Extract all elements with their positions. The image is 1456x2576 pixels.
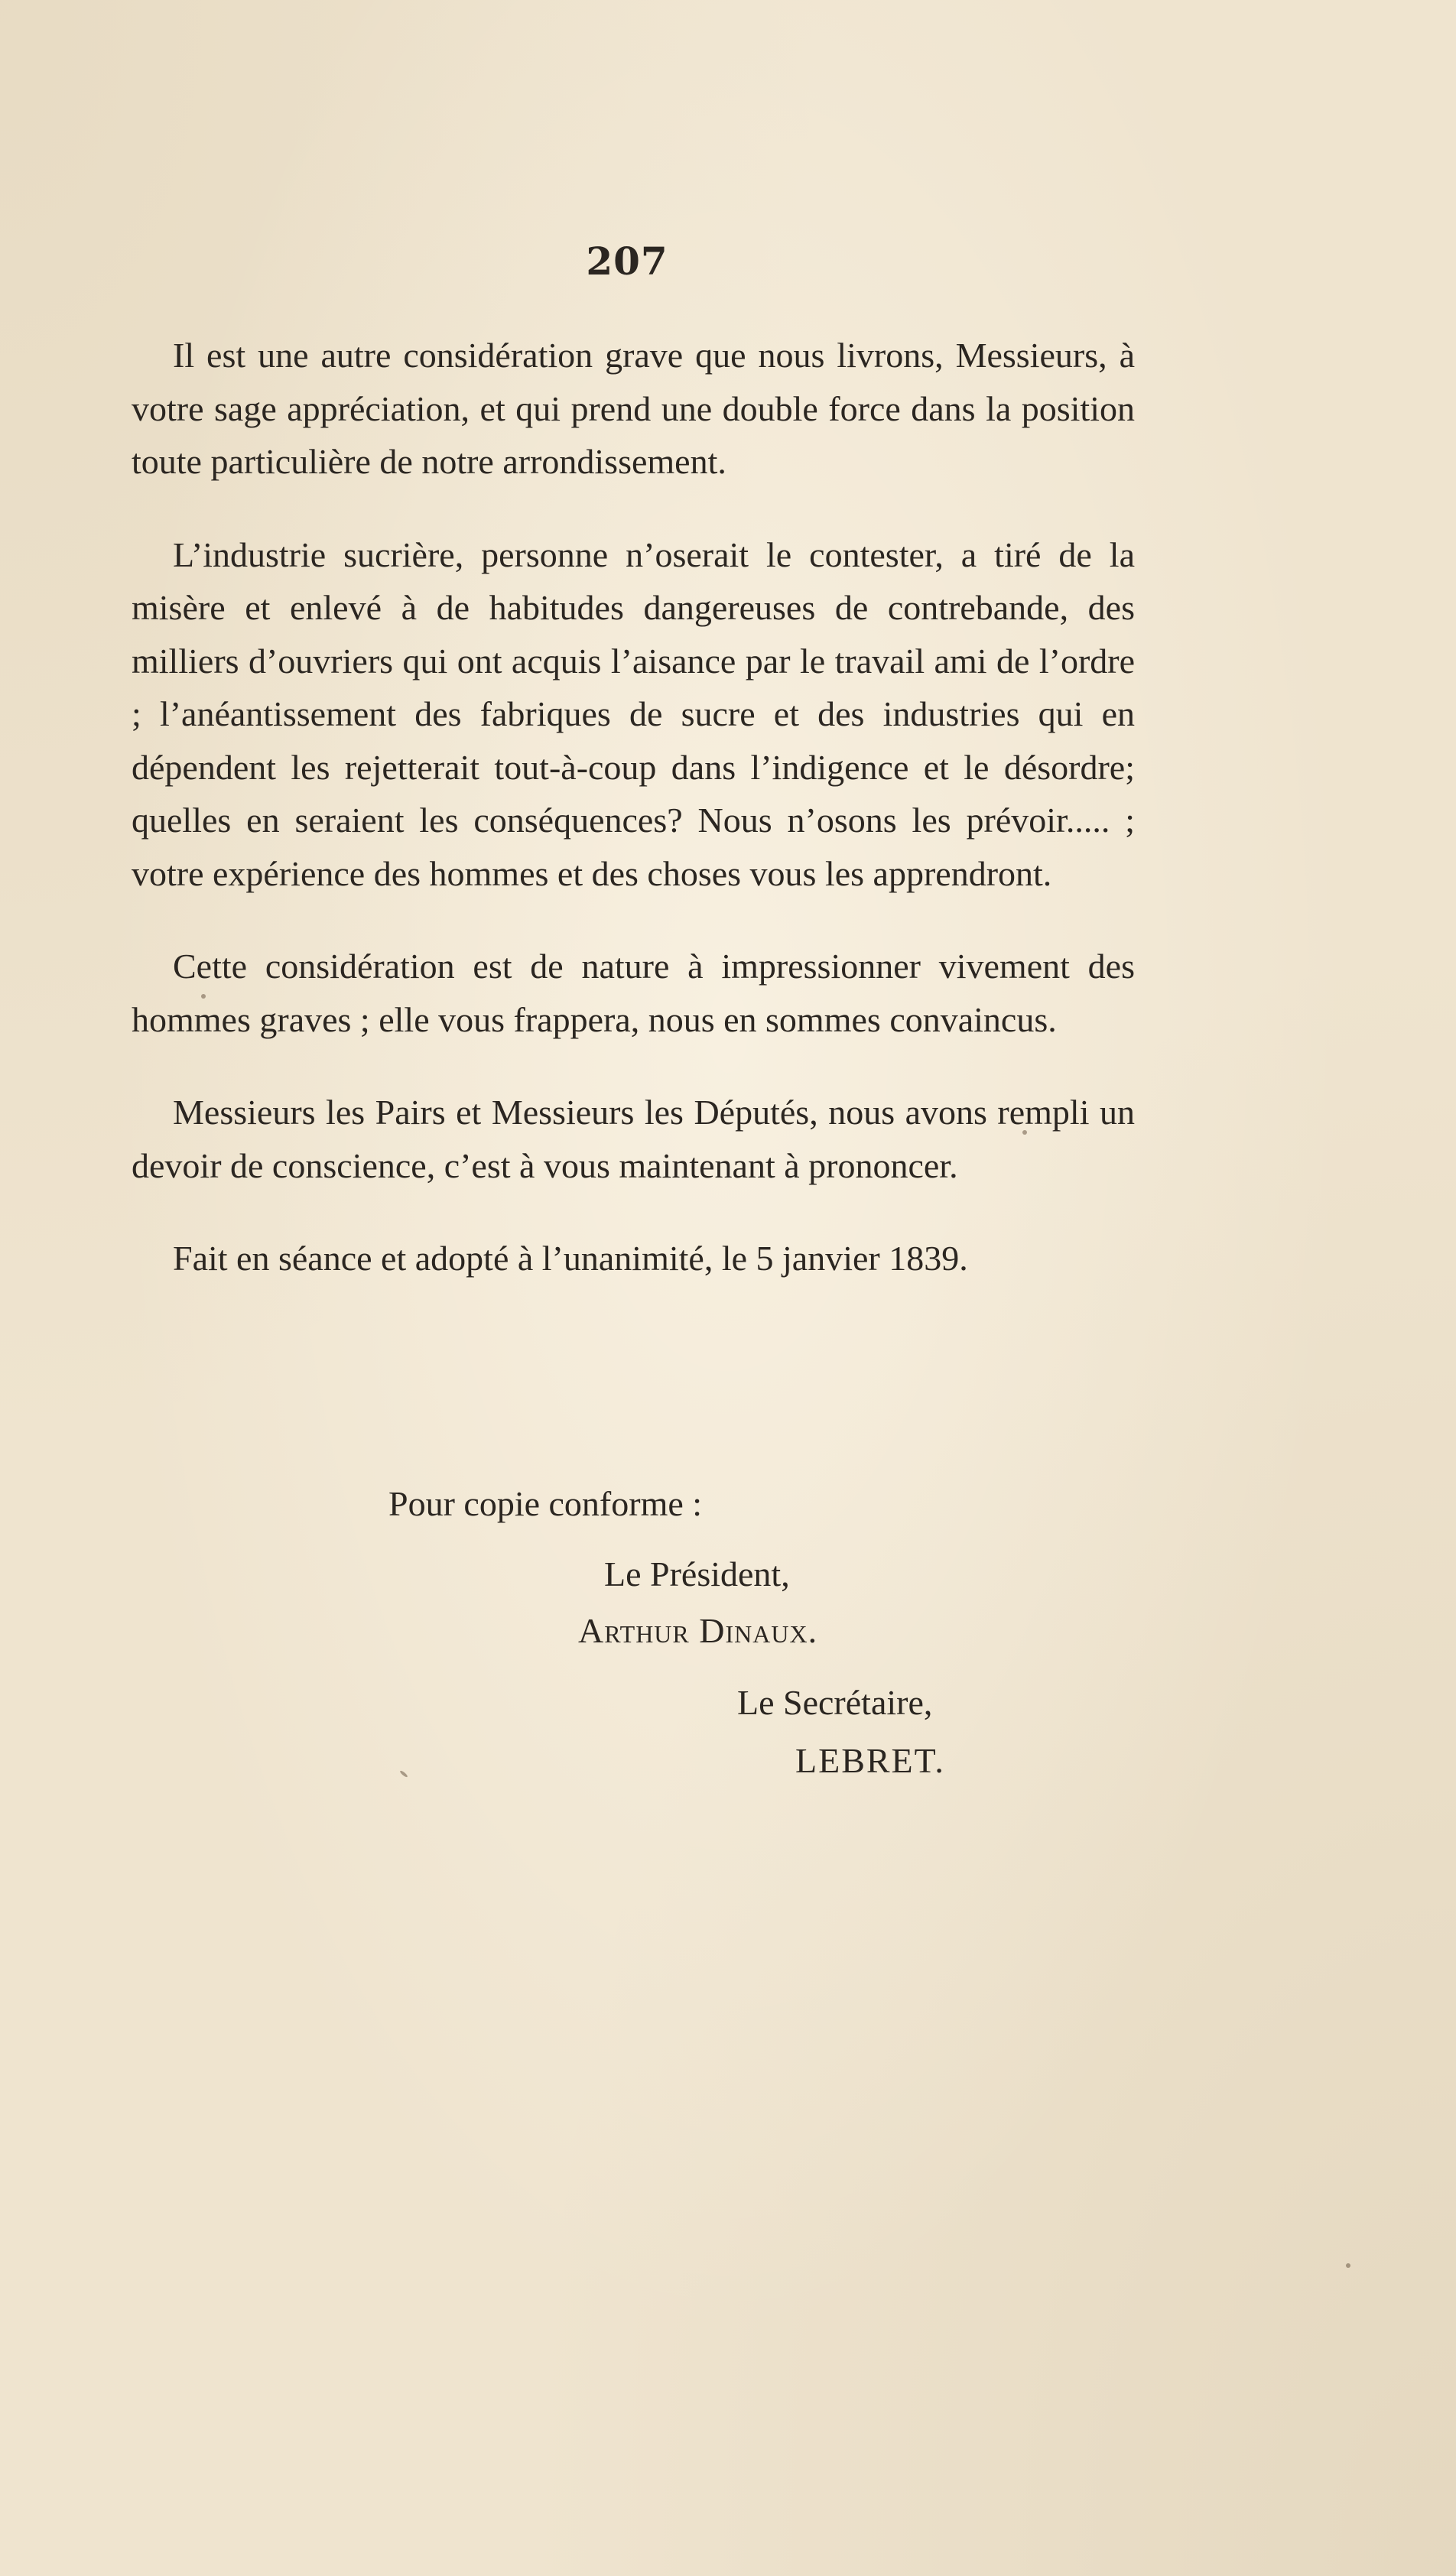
- ink-speck: [1022, 1130, 1027, 1135]
- president-name: Arthur Dinaux.: [578, 1611, 818, 1650]
- ink-speck: [201, 994, 206, 999]
- secretary-title: Le Secrétaire,: [737, 1683, 933, 1722]
- ink-speck: [399, 1770, 408, 1779]
- page-number: 207: [586, 239, 668, 284]
- paragraph-1: Il est une autre considération grave que nous livrons, Messieurs, à votre sage appréciation, et qui prend une double force dans la position toute particulière de notre arrondissement.: [132, 336, 1135, 481]
- paragraph-3: Cette considération est de nature à impressionner vivement des hommes graves ; elle vous frappera, nous en sommes convaincus.: [132, 947, 1135, 1039]
- copy-note: Pour copie conforme :: [388, 1484, 703, 1523]
- ink-speck: [1346, 2263, 1350, 2268]
- closing-statement: Fait en séance et adopté à l’unanimité, le 5 janvier 1839.: [173, 1239, 968, 1278]
- paragraph-2: L’industrie sucrière, personne n’oserait le contester, a tiré de la misère et enlevé à de habitudes dangereuses de contrebande, des milliers d’ouvriers qui ont acquis l’aisance par le travail ami de l’ordre ; l’anéantissement des fabriques de sucre et des industries qui en dépendent les rejetterait tout-à-coup dans l’indigence et le désordre; quelles en seraient les conséquences? Nous n’osons les prévoir..... ; votre expérience des hommes et des choses vous les apprendront.: [132, 534, 1135, 893]
- secretary-name: LEBRET.: [795, 1741, 945, 1780]
- president-title: Le Président,: [604, 1554, 790, 1593]
- paragraph-4: Messieurs les Pairs et Messieurs les Députés, nous avons rempli un devoir de conscience, c’est à vous maintenant à prononcer.: [132, 1093, 1135, 1185]
- body-text: [132, 329, 1135, 1325]
